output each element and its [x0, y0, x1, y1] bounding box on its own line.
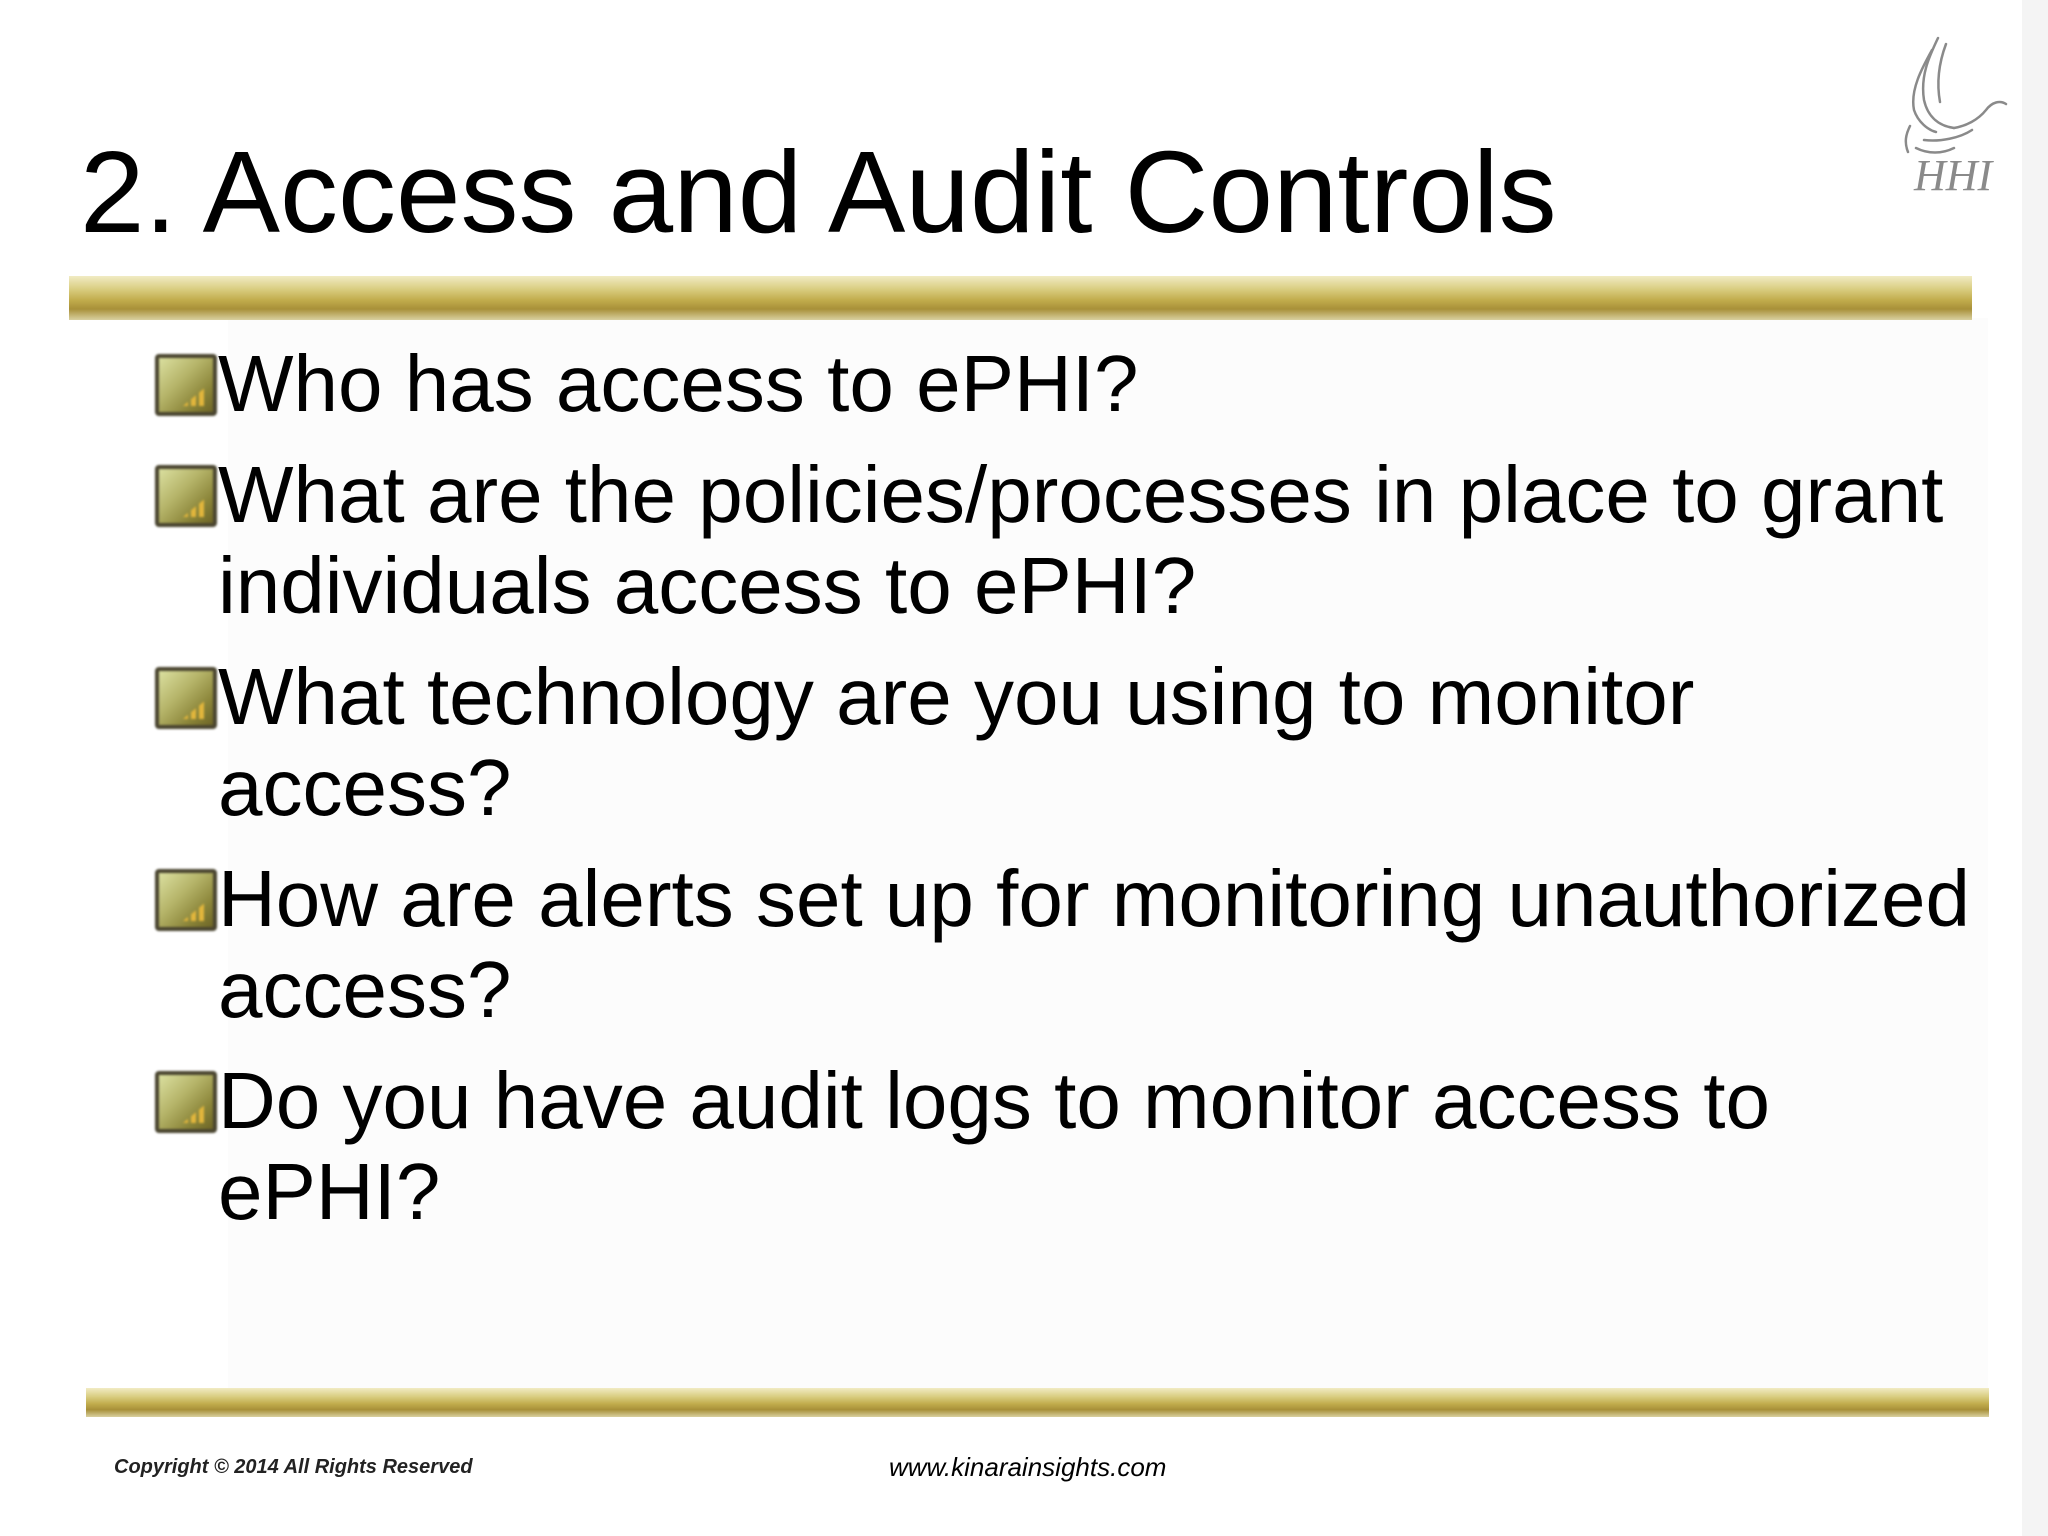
- footer-url: www.kinarainsights.com: [889, 1452, 1167, 1482]
- right-edge-strip: [2022, 0, 2048, 1536]
- square-bullet-icon: [155, 354, 217, 416]
- square-bullet-icon: [155, 667, 217, 729]
- square-bullet-icon: [155, 1071, 217, 1133]
- bullet-item: [150, 1055, 1990, 1237]
- bullet-list: [150, 338, 1990, 1257]
- square-bullet-icon: [155, 465, 217, 527]
- bullet-item: [150, 651, 1990, 833]
- square-bullet-icon: [155, 869, 217, 931]
- bullet-text: What technology are you using to monitor access?: [218, 652, 1695, 832]
- footer-divider: [86, 1388, 1989, 1417]
- bullet-item: [150, 449, 1990, 631]
- footer-copyright: Copyright © 2014 All Rights Reserved: [114, 1456, 473, 1478]
- slide-title: 2. Access and Audit Controls: [80, 127, 1557, 257]
- bullet-text: Who has access to ePHI?: [218, 339, 1139, 428]
- hhi-logo: [1880, 30, 2010, 200]
- bullet-item: [150, 338, 1990, 429]
- bullet-text: What are the policies/processes in place to grant individuals access to ePHI?: [218, 450, 1944, 630]
- title-divider: [69, 276, 1972, 320]
- dove-icon: [1906, 38, 2006, 153]
- bullet-item: [150, 853, 1990, 1035]
- logo-text: HHI: [1914, 151, 1993, 200]
- bullet-text: Do you have audit logs to monitor access to ePHI?: [218, 1056, 1770, 1236]
- bullet-text: How are alerts set up for monitoring unauthorized access?: [218, 854, 1971, 1034]
